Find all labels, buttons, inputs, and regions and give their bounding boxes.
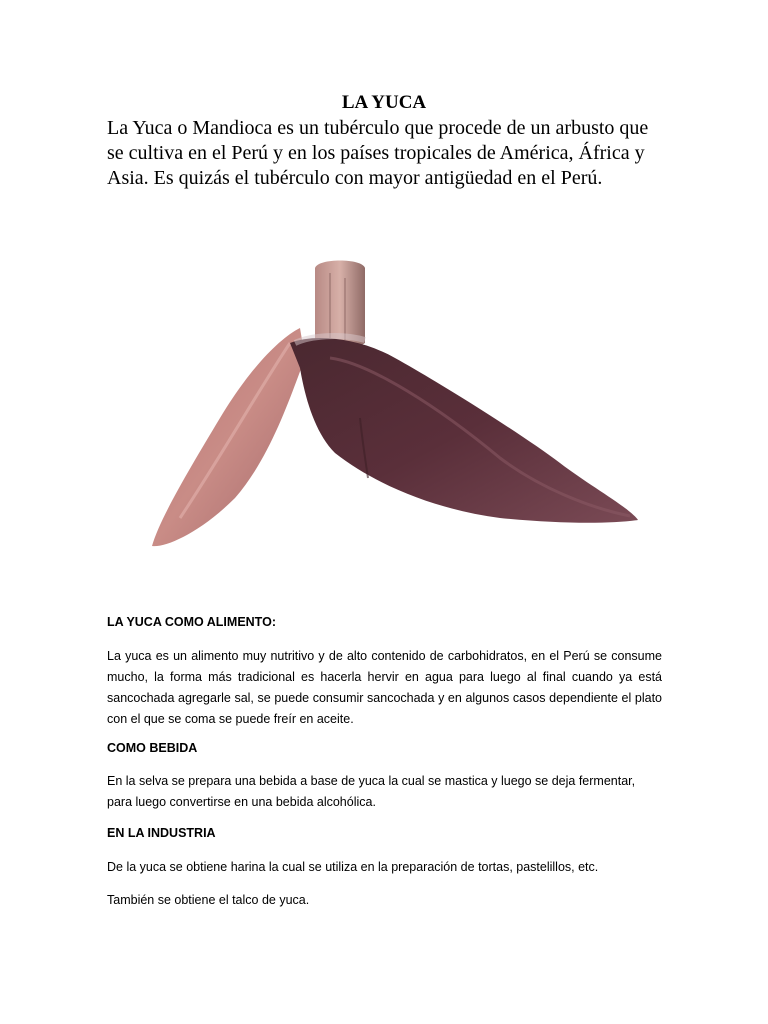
cassava-image <box>140 248 650 558</box>
section-paragraph: La yuca es un alimento muy nutritivo y de alto contenido de carbohidratos, en el Perú se consume mucho, la forma más tradicional es hacerla hervir en agua para luego al final cuando ya está sancochada agregarle sal, se puede consumir sancochada y en algunos casos dependiente el plato con el que se coma se puede freír en aceite. <box>107 649 662 726</box>
section-heading: LA YUCA COMO ALIMENTO: <box>107 615 276 629</box>
section-drink <box>107 738 662 759</box>
left-root-shape <box>152 328 305 546</box>
section-paragraph: De la yuca se obtiene harina la cual se utiliza en la preparación de tortas, pastelillos, etc. <box>107 860 599 874</box>
page-title: LA YUCA <box>341 92 427 113</box>
section-heading: EN LA INDUSTRIA <box>107 826 216 840</box>
section-paragraph: También se obtiene el talco de yuca. <box>107 893 310 907</box>
section-industry <box>107 823 662 844</box>
section-heading: COMO BEBIDA <box>107 741 198 755</box>
section-food <box>107 612 662 633</box>
intro-paragraph: La Yuca o Mandioca es un tubérculo que procede de un arbusto que se cultiva en el Perú y en los países tropicales de América, África y Asia. Es quizás el tubérculo con mayor antigüedad en el Perú. <box>107 117 649 189</box>
section-paragraph: En la selva se prepara una bebida a base de yuca la cual se mastica y luego se deja fermentar, para luego convertirse en una bebida alcohólica. <box>107 774 636 809</box>
